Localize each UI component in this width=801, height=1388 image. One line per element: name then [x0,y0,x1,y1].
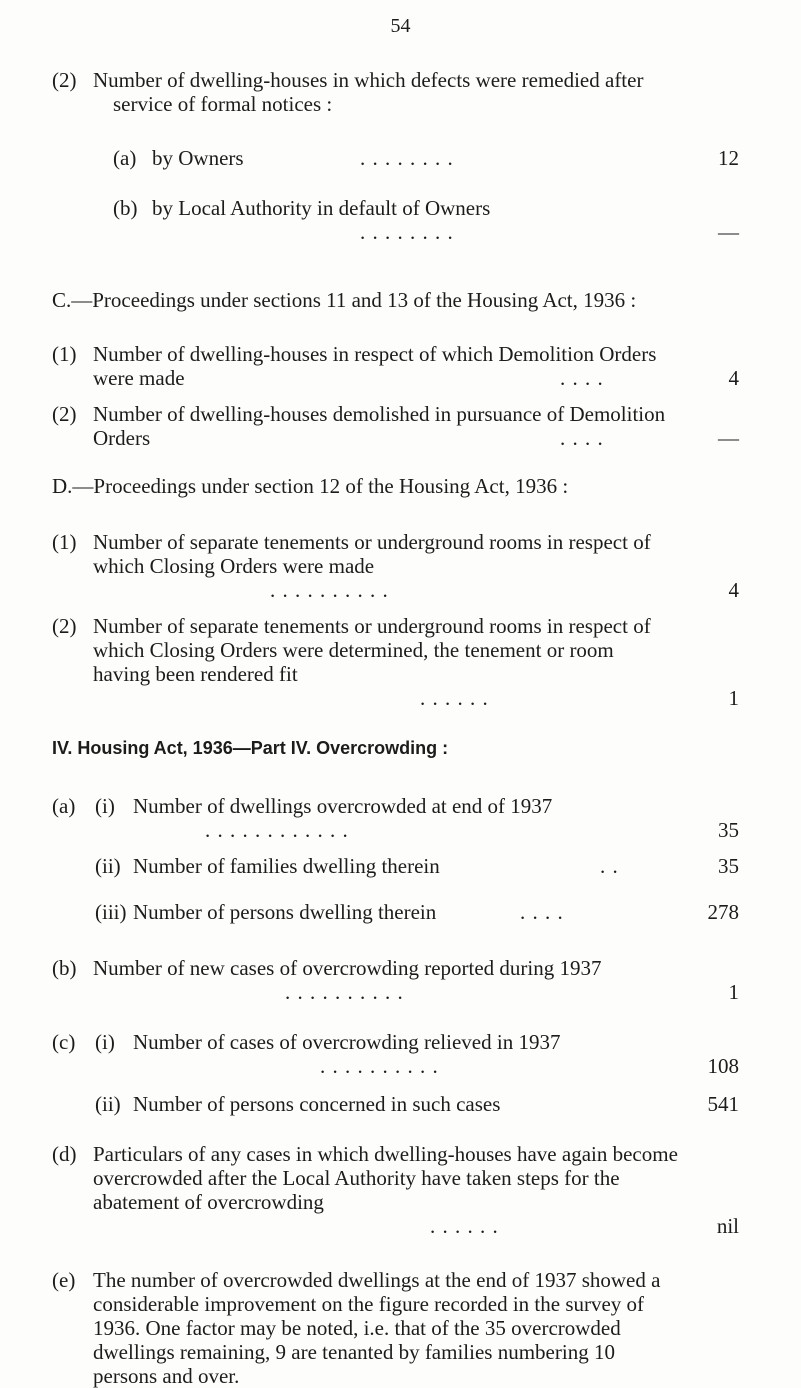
item-value: 35 [718,854,739,878]
subitem-text: by Owners [152,146,244,170]
subitem-label: (ii) [95,854,121,878]
item-label: (b) [52,956,77,980]
item-number: (2) [52,402,77,426]
subitem-label: (iii) [95,900,127,924]
item-value: — [718,426,739,450]
subitem-label: (b) [113,196,138,220]
leader-dots: . . . . . . . . . . [320,1054,439,1078]
subitem-text: Number of families dwelling therein [133,854,440,878]
subitem-text: by Local Authority in default of Owners [152,196,491,220]
leader-dots: . . . . [560,366,604,390]
subitem-label: (ii) [95,1092,121,1116]
item-label: (e) [52,1268,76,1292]
leader-dots: . . . . . . [420,686,489,710]
item-value: 12 [718,146,739,170]
section-heading-d: D.—Proceedings under section 12 of the Housing Act, 1936 : [52,474,569,498]
item-text: Number of separate tenements or underground rooms in respect of which Closing Orders were determined, the tenement or room having been rendered fit [93,614,651,686]
subitem-text: Number of persons concerned in such cases [133,1092,501,1116]
subitem-text: Number of persons dwelling therein [133,900,437,924]
item-value: 35 [718,818,739,842]
item-text: Number of separate tenements or underground rooms in respect of which Closing Orders were made [93,530,651,578]
leader-dots: . . . . [520,900,564,924]
item-text: Number of dwelling-houses in respect of which Demolition Orders were made [93,342,657,390]
subitem-text: Number of dwellings overcrowded at end of 1937 [133,794,553,818]
leader-dots: . . . . . . . . . . [285,980,404,1004]
item-value: 541 [707,1092,739,1116]
item-text: Number of dwelling-houses in which defects were remedied after service of formal notices : [93,68,644,116]
leader-dots: . . . . . . . . [360,146,454,170]
section-heading-c: C.—Proceedings under sections 11 and 13 of the Housing Act, 1936 : [52,288,637,312]
item-value: 1 [728,686,739,710]
subitem-text: Number of cases of overcrowding relieved in 1937 [133,1030,561,1054]
subitem-label: (i) [95,1030,115,1054]
item-number: (2) [52,614,77,638]
item-text: Number of dwelling-houses demolished in pursuance of Demolition Orders [93,402,666,450]
item-value: nil [716,1214,739,1238]
item-value: 278 [707,900,739,924]
item-text: Particulars of any cases in which dwelling-houses have again become overcrowded after the Local Authority have taken steps for the abatement of overcrowding [93,1142,678,1214]
item-text: Number of new cases of overcrowding reported during 1937 [93,956,602,980]
item-value: 1 [728,980,739,1004]
item-number: (1) [52,530,77,554]
page-number: 54 [390,15,411,37]
item-value: — [718,220,739,244]
leader-dots: . . . . . . [430,1214,499,1238]
item-label: (a) [52,794,76,818]
item-value: 4 [728,578,739,602]
subitem-label: (a) [113,146,137,170]
item-label: (d) [52,1142,77,1166]
item-value: 4 [728,366,739,390]
item-number: (1) [52,342,77,366]
section-heading-iv: IV. Housing Act, 1936—Part IV. Overcrowding : [52,738,449,758]
leader-dots: . . . . . . . . [360,220,454,244]
leader-dots: . . . . [560,426,604,450]
leader-dots: . . [600,854,619,878]
paragraph-text: The number of overcrowded dwellings at the end of 1937 showed a considerable improvement on the figure recorded in the survey of 1936. One factor may be noted, i.e. that of the 35 overcrowded dwellings remaining, 9 are tenanted by families numbering 10 persons and over. [93,1268,661,1388]
item-number: (2) [52,68,77,92]
item-value: 108 [707,1054,739,1078]
item-label: (c) [52,1030,76,1054]
leader-dots: . . . . . . . . . . . . [205,818,349,842]
subitem-label: (i) [95,794,115,818]
leader-dots: . . . . . . . . . . [270,578,389,602]
